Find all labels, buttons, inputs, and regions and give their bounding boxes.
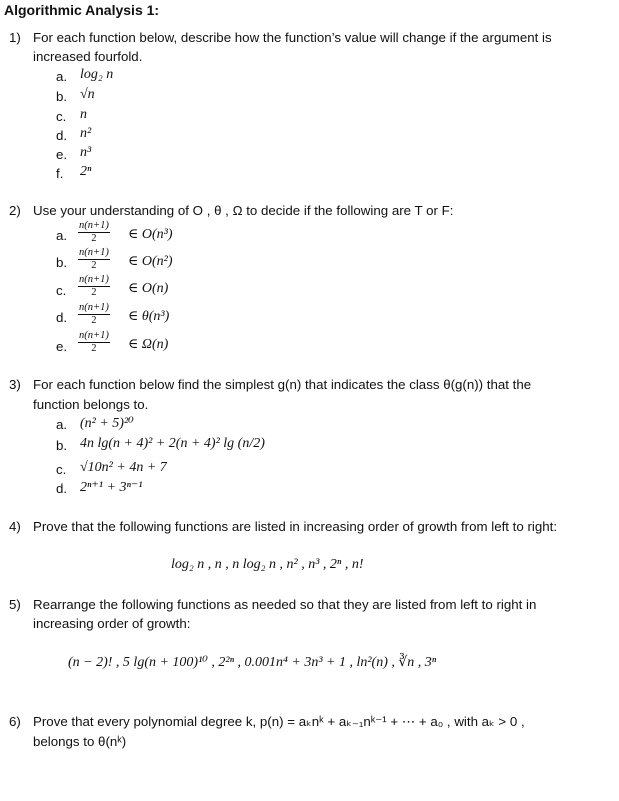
fraction-numerator: n(n+1) [79, 247, 109, 258]
page-title: Algorithmic Analysis 1: [4, 2, 160, 18]
item-expression: n [80, 107, 87, 122]
fraction [78, 274, 110, 299]
question-number: 1) [9, 30, 21, 45]
item-label: c. [56, 462, 67, 477]
fraction-denominator: 2 [91, 343, 97, 354]
item-label: d. [56, 128, 68, 143]
question-text: Prove that every polynomial degree k, p(n) = aₖnᵏ + aₖ₋₁nᵏ⁻¹ + ⋯ + a₀ , with aₖ > 0 , [33, 714, 525, 729]
item-label: a. [56, 228, 68, 243]
fraction-numerator: n(n+1) [79, 302, 109, 313]
relation: ∈ O(n) [128, 281, 169, 296]
item-label: d. [56, 310, 68, 325]
question-text: increased fourfold. [33, 49, 143, 64]
item-label: b. [56, 255, 68, 270]
fraction-denominator: 2 [91, 233, 97, 244]
relation: ∈ O(n³) [128, 227, 173, 242]
fraction-numerator: n(n+1) [79, 330, 109, 341]
item-label: b. [56, 438, 68, 453]
item-label: d. [56, 481, 68, 496]
question-text: function belongs to. [33, 397, 149, 412]
question-text: For each function below find the simplest g(n) that indicates the class θ(g(n)) that the [33, 377, 532, 392]
fraction-denominator: 2 [91, 315, 97, 326]
item-label: e. [56, 147, 68, 162]
item-expression: √10n² + 4n + 7 [80, 460, 167, 475]
item-label: b. [56, 89, 68, 104]
relation: ∈ Ω(n) [128, 337, 169, 352]
question-number: 5) [9, 597, 21, 612]
item-expression: (n² + 5)²⁰ [80, 416, 134, 431]
item-expression: 2ⁿ [80, 164, 92, 179]
fraction-numerator: n(n+1) [79, 220, 109, 231]
fraction-denominator: 2 [91, 287, 97, 298]
item-label: e. [56, 339, 68, 354]
item-label: a. [56, 69, 68, 84]
item-label: c. [56, 109, 67, 124]
item-expression: 2ⁿ⁺¹ + 3ⁿ⁻¹ [80, 480, 143, 495]
function-list: log₂ n , n , n log₂ n , n² , n³ , 2ⁿ , n! [171, 557, 364, 572]
question-text: Prove that the following functions are listed in increasing order of growth from left to right: [33, 519, 558, 534]
question-text: belongs to θ(nᵏ) [33, 734, 127, 749]
item-expression: 4n lg(n + 4)² + 2(n + 4)² lg (n/2) [80, 436, 265, 451]
fraction [78, 247, 110, 272]
fraction-denominator: 2 [91, 260, 97, 271]
item-expression: √n [80, 87, 95, 102]
item-label: a. [56, 417, 68, 432]
question-text: Use your understanding of O , θ , Ω to decide if the following are T or F: [33, 203, 454, 218]
item-expression: n² [80, 126, 92, 141]
question-text: Rearrange the following functions as needed so that they are listed from left to right in [33, 597, 537, 612]
item-label: c. [56, 283, 67, 298]
fraction [78, 220, 110, 245]
fraction [78, 330, 110, 355]
question-number: 6) [9, 714, 21, 729]
question-number: 2) [9, 203, 21, 218]
question-number: 3) [9, 377, 21, 392]
question-text: For each function below, describe how the function’s value will change if the argument is [33, 30, 552, 45]
item-label: f. [56, 166, 64, 181]
relation: ∈ θ(n³) [128, 309, 170, 324]
fraction-numerator: n(n+1) [79, 274, 109, 285]
question-number: 4) [9, 519, 21, 534]
item-expression: log₂ n [80, 67, 114, 82]
fraction [78, 302, 110, 327]
question-text: increasing order of growth: [33, 616, 191, 631]
function-list: (n − 2)! , 5 lg(n + 100)¹⁰ , 2²ⁿ , 0.001n⁴ + 3n³ + 1 , ln²(n) , ∛n , 3ⁿ [68, 655, 437, 670]
relation: ∈ O(n²) [128, 254, 173, 269]
item-expression: n³ [80, 145, 92, 160]
